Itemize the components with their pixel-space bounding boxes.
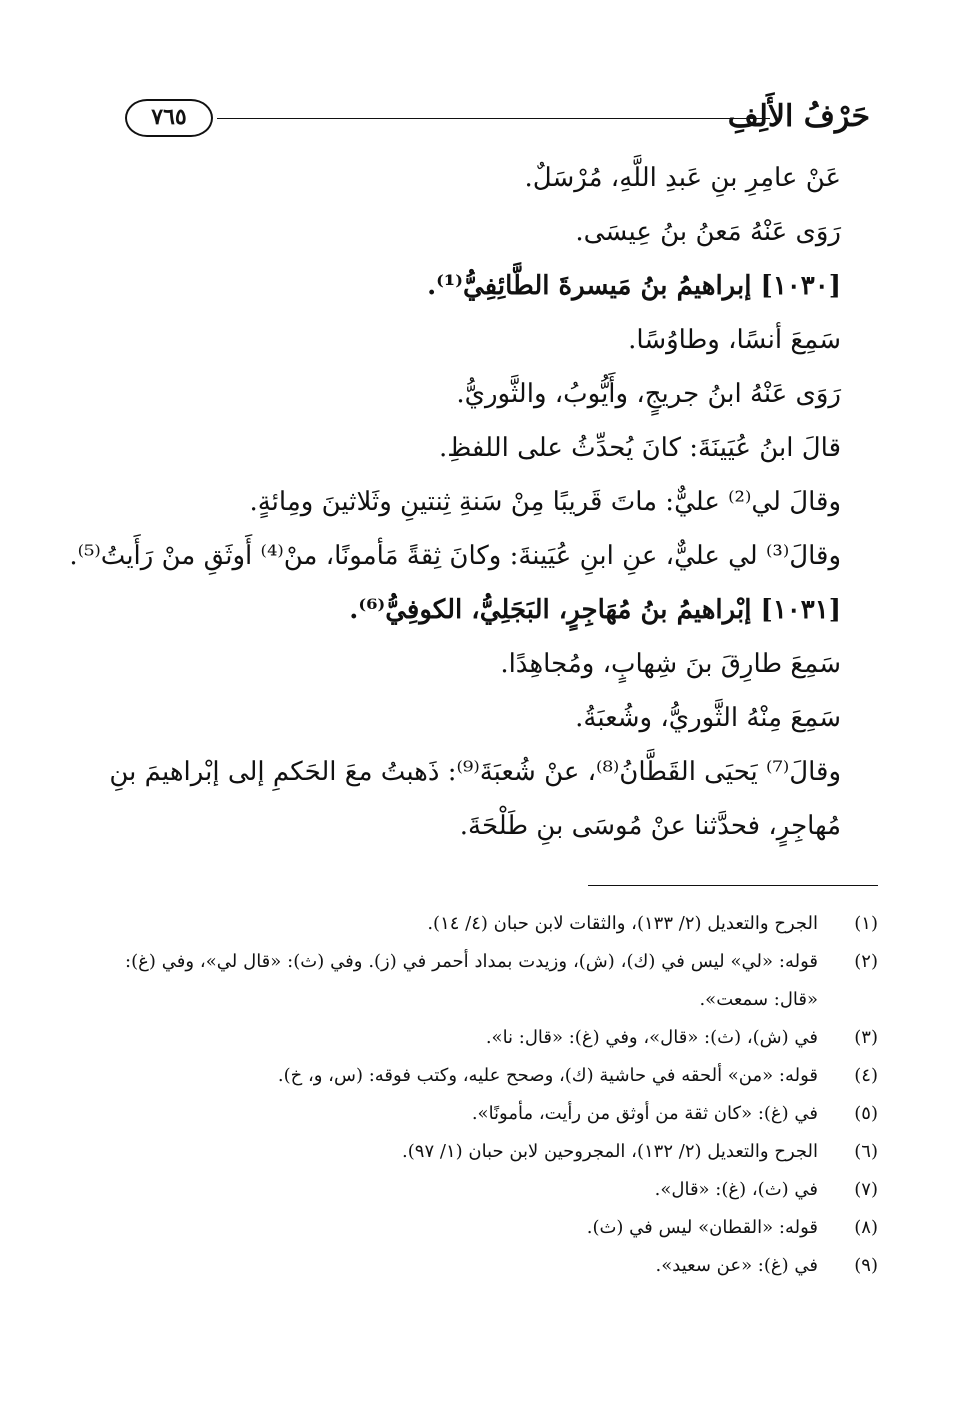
text-line: وقالَ⁽³⁾ لي عليٌّ، عنِ ابنِ عُيَينةَ: وكانَ ثِقةً مَأمونًا، منْ⁽⁴⁾ أَوثَقِ منْ رَأَيتُ⁽⁵⁾.	[69, 541, 841, 571]
footnote-number: (١)	[854, 913, 878, 934]
footnote	[125, 905, 878, 943]
footnote	[125, 1057, 878, 1095]
footnote-number: (٢)	[854, 951, 878, 972]
footnote-text: قوله: «لي» ليس في (ك)، (ش)، وزيدت بمداد أحمر في (ز). وفي (ث): «قال لي»، وفي (غ): «قال: سمعت».	[125, 951, 818, 1010]
footnote-text: في (غ): «عن سعيد».	[655, 1255, 818, 1276]
footnote-text: في (ث)، (غ): «قال».	[654, 1179, 818, 1200]
page-number-badge: ٧٦٥	[125, 99, 213, 137]
text-line: رَوَى عَنْهُ ابنُ جريجٍ، وأَيُّوبُ، والثَّوريُّ.	[456, 379, 841, 409]
footnote	[125, 1133, 878, 1171]
footnote	[125, 943, 878, 1019]
footnote-number: (٦)	[854, 1141, 878, 1162]
footnote-separator	[588, 885, 878, 886]
footnote-number: (٩)	[854, 1255, 878, 1276]
text-line: وقالَ⁽⁷⁾ يَحيَى القَطَّانُ⁽⁸⁾، عنْ شُعبَةَ⁽⁹⁾: ذَهبتُ معَ الحَكمِ إلى إبْراهيمَ بنِ	[109, 757, 841, 787]
text-line: عَنْ عامِرِ بنِ عَبدِ اللَّهِ، مُرْسَلٌ.	[524, 163, 841, 193]
footnote-number: (٥)	[854, 1103, 878, 1124]
footnote-text: قوله: «من» ألحقه في حاشية (ك)، وصحح عليه، وكتب فوقه: (س، و، خ).	[277, 1065, 818, 1086]
footnote-text: الجرح والتعديل (٢/ ١٣٢)، المجروحين لابن حبان (١/ ٩٧).	[402, 1141, 818, 1162]
text-line: وقالَ لي⁽²⁾ عليٌّ: ماتَ قَريبًا مِنْ سَنةِ ثِنتينِ وثَلاثينَ ومِائةٍ.	[249, 487, 841, 517]
footnote	[125, 1095, 878, 1133]
footnote-number: (٣)	[854, 1027, 878, 1048]
chapter-title: حَرْفُ الأَلِفِ	[727, 99, 870, 134]
footnote	[125, 1247, 878, 1285]
footnote-text: قوله: «القطان» ليس في (ث).	[586, 1217, 818, 1238]
footnote	[125, 1019, 878, 1057]
footnotes	[125, 905, 878, 1285]
footnote-text: الجرح والتعديل (٢/ ١٣٣)، والثقات لابن حبان (٤/ ١٤).	[427, 913, 818, 934]
entry-heading-1030: [١٠٣٠] إبراهيمُ بنُ مَيسرةَ الطَّائِفِيُّ⁽¹⁾.	[427, 271, 841, 301]
header-rule	[217, 118, 770, 119]
main-text	[69, 151, 841, 853]
text-line: سَمِعَ مِنْهُ الثَّوريُّ، وشُعبَةُ.	[575, 703, 841, 733]
footnote	[125, 1209, 878, 1247]
footnote-number: (٤)	[854, 1065, 878, 1086]
footnote-text: في (ش)، (ث): «قال»، وفي (غ): «قال: نا».	[485, 1027, 818, 1048]
text-line: سَمِعَ طارِقَ بنَ شِهابٍ، ومُجاهِدًا.	[500, 649, 841, 679]
text-line: مُهاجِرٍ، فحدَّثنا عنْ مُوسَى بنِ طَلْحَةَ.	[459, 811, 841, 841]
footnote	[125, 1171, 878, 1209]
footnote-text: في (غ): «كان ثقة من أوثق من رأيت، مأمونًا».	[471, 1103, 818, 1124]
footnote-number: (٨)	[854, 1217, 878, 1238]
text-line: رَوَى عَنْهُ مَعنُ بنُ عِيسَى.	[575, 217, 841, 247]
text-line: قالَ ابنُ عُيَينَةَ: كانَ يُحدِّثُ على اللفظِ.	[438, 433, 841, 463]
entry-heading-1031: [١٠٣١] إبْراهيمُ بنُ مُهَاجِرٍ، البَجَلِيُّ، الكوفِيُّ⁽⁶⁾.	[349, 595, 841, 625]
page-header	[125, 92, 870, 142]
text-line: سَمِعَ أنسًا، وطاوُسًا.	[628, 325, 841, 355]
footnote-number: (٧)	[854, 1179, 878, 1200]
